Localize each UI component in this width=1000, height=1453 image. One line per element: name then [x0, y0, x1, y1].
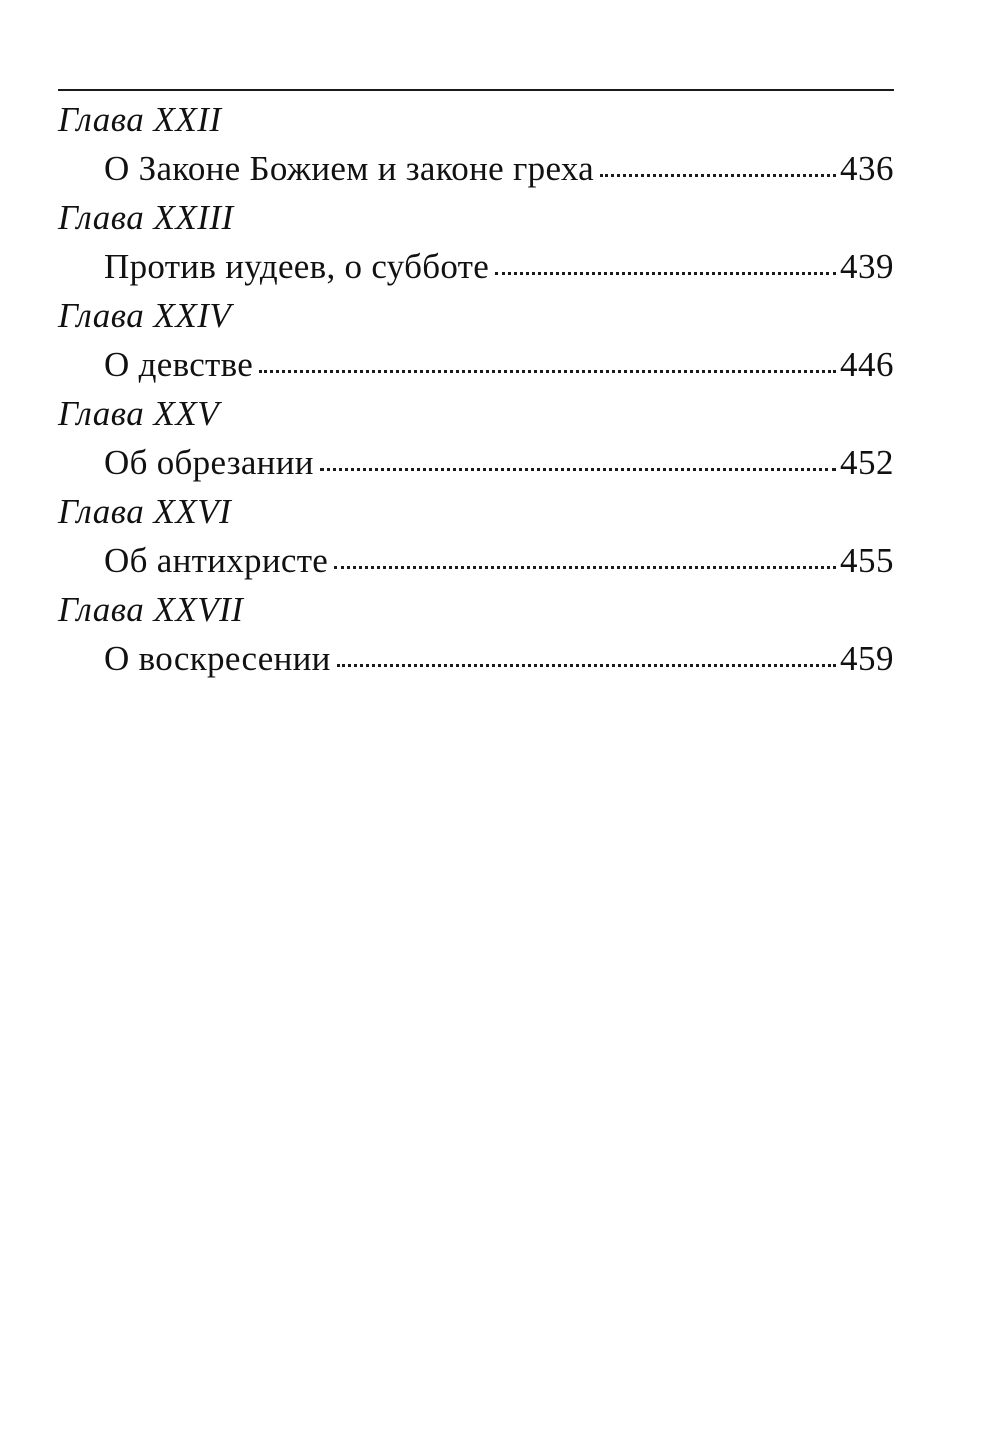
- toc-chapter: [58, 490, 894, 588]
- chapter-title: Об антихристе: [104, 541, 329, 580]
- toc-chapter: [58, 196, 894, 294]
- toc-entry: [58, 436, 894, 490]
- dot-leader: [337, 664, 836, 667]
- chapter-title: Против иудеев, о субботе: [104, 247, 490, 286]
- dot-leader: [495, 272, 836, 275]
- toc-entry: [58, 338, 894, 392]
- chapter-label: Глава XXIII: [58, 198, 234, 237]
- chapter-label: Глава XXV: [58, 394, 220, 433]
- chapter-label: Глава XXII: [58, 100, 222, 139]
- chapter-title: О воскресении: [104, 639, 331, 678]
- toc-chapter: [58, 98, 894, 196]
- page-number: 446: [840, 345, 894, 384]
- chapter-label: Глава XXIV: [58, 296, 232, 335]
- table-of-contents: [58, 98, 894, 686]
- dot-leader: [259, 370, 836, 373]
- toc-entry: [58, 240, 894, 294]
- toc-chapter: [58, 392, 894, 490]
- toc-entry: [58, 632, 894, 686]
- dot-leader: [334, 566, 836, 569]
- dot-leader: [600, 174, 836, 177]
- chapter-title: Об обрезании: [104, 443, 314, 482]
- page-number: 459: [840, 639, 894, 678]
- chapter-label: Глава XXVII: [58, 590, 244, 629]
- page-number: 452: [840, 443, 894, 482]
- toc-chapter: [58, 294, 894, 392]
- page-number: 455: [840, 541, 894, 580]
- toc-chapter: [58, 588, 894, 686]
- chapter-label: Глава XXVI: [58, 492, 232, 531]
- toc-entry: [58, 534, 894, 588]
- page-number: 439: [840, 247, 894, 286]
- chapter-title: О девстве: [104, 345, 254, 384]
- top-rule-divider: [58, 89, 894, 91]
- dot-leader: [320, 468, 836, 471]
- chapter-title: О Законе Божием и законе греха: [104, 149, 594, 188]
- toc-entry: [58, 142, 894, 196]
- page-number: 436: [840, 149, 894, 188]
